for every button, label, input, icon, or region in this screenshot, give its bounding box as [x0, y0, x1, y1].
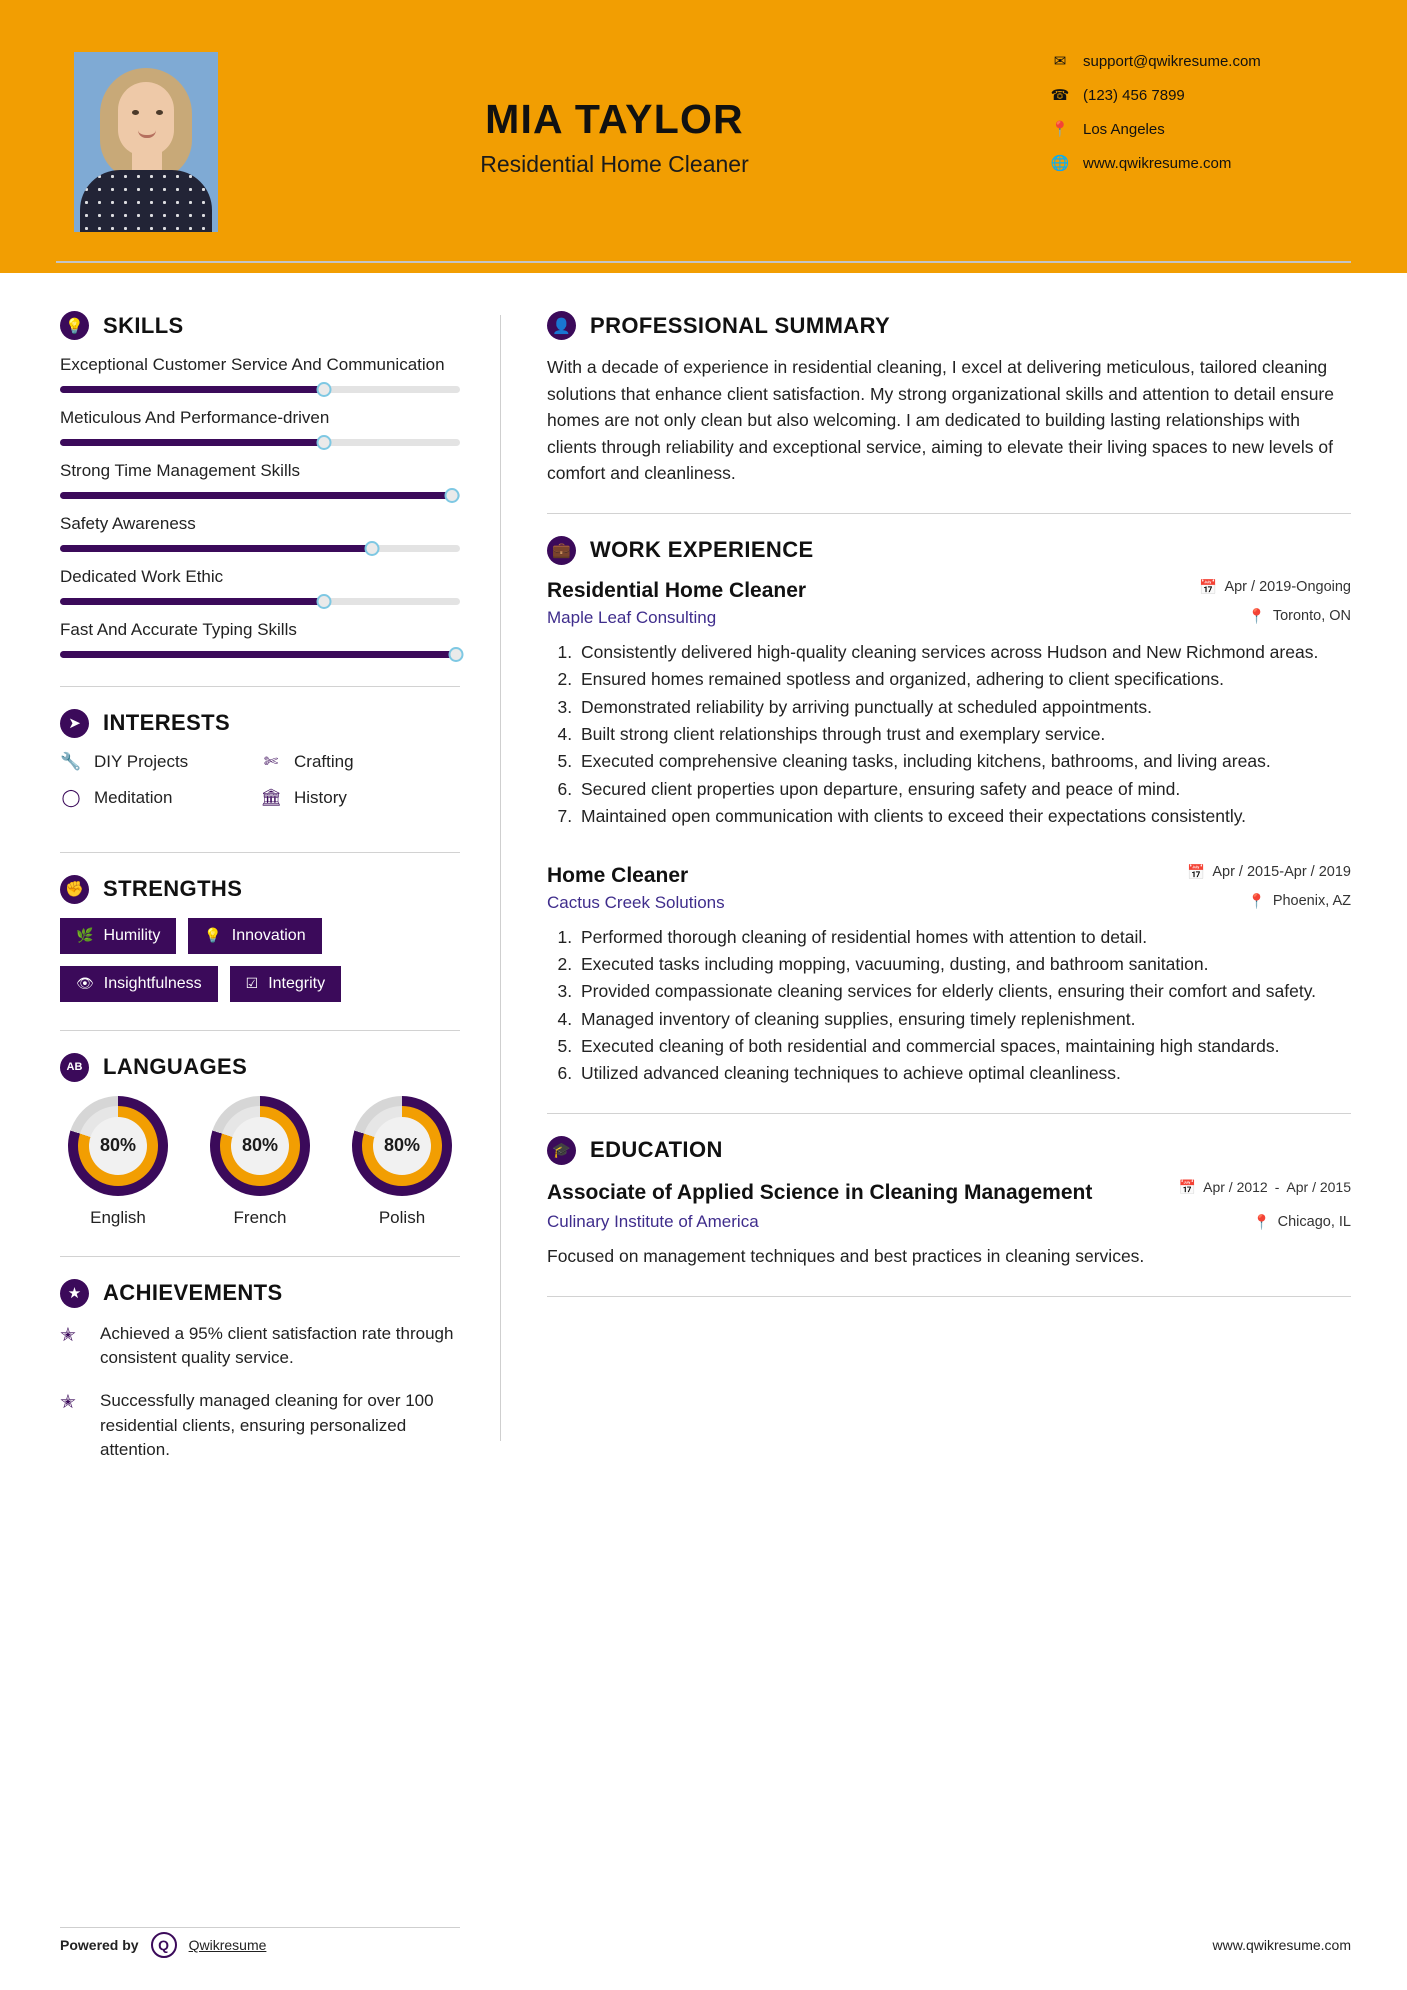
- qwikresume-logo-icon: Q: [151, 1932, 177, 1958]
- job-role: Home Cleaner: [547, 863, 689, 887]
- page-footer: [0, 1932, 1407, 1958]
- eye-icon: 👁: [76, 975, 94, 992]
- skill-label: Safety Awareness: [60, 513, 196, 533]
- footer-divider: [60, 1927, 460, 1928]
- achievement-text: Achieved a 95% client satisfaction rate through consistent quality service.: [100, 1323, 454, 1368]
- briefcase-icon: 💼: [547, 536, 576, 565]
- divider: [60, 686, 460, 687]
- contact-website-value: www.qwikresume.com: [1083, 154, 1232, 172]
- star-icon: ★: [60, 1279, 89, 1308]
- strength-label: Insightfulness: [103, 974, 202, 992]
- education-date: [1179, 1179, 1351, 1196]
- language-donut: [210, 1096, 310, 1196]
- section-title: INTERESTS: [103, 710, 231, 736]
- contact-phone[interactable]: [1051, 86, 1351, 104]
- skill-label: Fast And Accurate Typing Skills: [60, 619, 297, 639]
- education-date-start: Apr / 2012: [1203, 1178, 1268, 1195]
- list-item: [60, 788, 260, 808]
- skill-item: [60, 513, 460, 552]
- list-item: 2. Executed tasks including mopping, vacuuming, dusting, and bathroom sanitation.: [577, 952, 1351, 977]
- education-location-value: Chicago, IL: [1277, 1214, 1351, 1231]
- language-donut: [68, 1096, 168, 1196]
- strength-chip: [188, 918, 321, 954]
- section-title: PROFESSIONAL SUMMARY: [590, 312, 891, 338]
- skill-label: Exceptional Customer Service And Communication: [60, 355, 445, 374]
- powered-by-label: Powered by: [60, 1937, 139, 1953]
- education-degree: Associate of Applied Science in Cleaning Management: [547, 1180, 1093, 1204]
- skill-bar: [60, 439, 460, 446]
- skills-list: [60, 354, 460, 658]
- section-title: SKILLS: [103, 312, 184, 338]
- language-item: [60, 1096, 176, 1228]
- education-location: [1253, 1212, 1351, 1232]
- divider: [60, 1030, 460, 1031]
- divider: [60, 1256, 460, 1257]
- contact-location: [1051, 120, 1351, 138]
- map-pin-icon: 📍: [1050, 121, 1070, 138]
- interest-label: Crafting: [294, 751, 354, 771]
- contact-website[interactable]: [1051, 154, 1351, 172]
- sidebar: [0, 295, 500, 1481]
- main-content: [501, 295, 1407, 1481]
- header-divider: [56, 261, 1351, 263]
- section-title: LANGUAGES: [103, 1054, 248, 1080]
- contact-email[interactable]: [1051, 52, 1351, 70]
- wrench-icon: 🔧: [60, 751, 82, 771]
- list-item: 2. Ensured homes remained spotless and organized, adhering to client specifications.: [577, 667, 1351, 692]
- experience-item: [547, 579, 1351, 830]
- star-badge-icon: ✭: [60, 1324, 76, 1346]
- contact-location-value: Los Angeles: [1083, 120, 1165, 138]
- page-title: MIA TAYLOR: [485, 96, 744, 142]
- skill-item: [60, 407, 460, 446]
- skill-bar: [60, 386, 460, 393]
- divider: [547, 1113, 1351, 1114]
- envelope-icon: ✉: [1053, 53, 1067, 70]
- list-item: 7. Maintained open communication with clients to exceed their expectations consistently.: [577, 804, 1351, 829]
- list-item: 4. Built strong client relationships through trust and exemplary service.: [577, 722, 1351, 747]
- language-item: [344, 1096, 460, 1228]
- job-location: [1248, 608, 1351, 625]
- list-item: [260, 752, 460, 772]
- achievement-text: Successfully managed cleaning for over 100 residential clients, ensuring personalized attention.: [100, 1390, 434, 1460]
- section-achievements-header: [60, 1279, 460, 1308]
- globe-icon: 🌐: [1050, 155, 1070, 172]
- phone-icon: ☎: [1050, 87, 1070, 104]
- education-date-end: Apr / 2015: [1286, 1178, 1351, 1195]
- map-pin-icon: 📍: [1252, 1214, 1271, 1231]
- strength-label: Integrity: [268, 974, 326, 992]
- language-percent: 80%: [231, 1117, 289, 1175]
- language-percent: 80%: [373, 1117, 431, 1175]
- strength-chip: [230, 966, 341, 1002]
- list-item: 3. Provided compassionate cleaning services for elderly clients, ensuring their comfort and safety.: [577, 979, 1351, 1004]
- list-item: 6. Utilized advanced cleaning techniques to achieve optimal cleanliness.: [577, 1061, 1351, 1086]
- section-languages-header: [60, 1053, 460, 1082]
- skill-item: [60, 619, 460, 658]
- list-item: [60, 1322, 460, 1371]
- contact-phone-value: (123) 456 7899: [1083, 86, 1185, 104]
- section-title: ACHIEVEMENTS: [103, 1280, 283, 1306]
- fist-icon: ✊: [60, 875, 89, 904]
- skill-item: [60, 460, 460, 499]
- language-percent: 80%: [89, 1117, 147, 1175]
- graduation-cap-icon: 🎓: [547, 1136, 576, 1165]
- skill-item: [60, 354, 460, 393]
- job-location-value: Phoenix, AZ: [1272, 893, 1351, 910]
- language-icon: AB: [60, 1053, 89, 1082]
- job-date-value: Apr / 2015-Apr / 2019: [1212, 864, 1351, 881]
- list-item: 4. Managed inventory of cleaning supplies, ensuring timely replenishment.: [577, 1007, 1351, 1032]
- leaf-icon: 🌿: [76, 927, 94, 944]
- divider: [60, 852, 460, 853]
- language-item: [202, 1096, 318, 1228]
- list-item: [60, 752, 260, 772]
- skill-bar: [60, 598, 460, 605]
- job-company: Cactus Creek Solutions: [547, 892, 725, 912]
- skill-item: [60, 566, 460, 605]
- list-item: [260, 788, 460, 808]
- header-job-title: Residential Home Cleaner: [480, 151, 749, 177]
- calendar-icon: 📅: [1178, 1178, 1197, 1195]
- bulb-icon: 💡: [204, 927, 222, 944]
- section-summary-header: [547, 311, 1351, 340]
- section-title: WORK EXPERIENCE: [590, 537, 814, 563]
- section-title: STRENGTHS: [103, 876, 243, 902]
- name-block: [178, 52, 1051, 178]
- bank-icon: 🏛: [260, 787, 282, 807]
- divider: [547, 1296, 1351, 1297]
- list-item: 3. Demonstrated reliability by arriving punctually at scheduled appointments.: [577, 695, 1351, 720]
- contact-email-value: support@qwikresume.com: [1083, 52, 1261, 70]
- section-title: EDUCATION: [590, 1137, 723, 1163]
- check-square-icon: ☑: [245, 975, 259, 992]
- bulb-icon: 💡: [60, 311, 89, 340]
- map-pin-icon: 📍: [1247, 608, 1266, 625]
- scissors-icon: ✄: [263, 751, 279, 771]
- list-item: 5. Executed comprehensive cleaning tasks, including kitchens, bathrooms, and living areas.: [577, 749, 1351, 774]
- skill-label: Dedicated Work Ethic: [60, 566, 224, 586]
- job-date-value: Apr / 2019-Ongoing: [1224, 579, 1351, 596]
- strength-chip: [60, 966, 218, 1002]
- strength-label: Innovation: [231, 926, 306, 944]
- strengths-list: [60, 918, 460, 1002]
- section-experience-header: [547, 536, 1351, 565]
- achievements-list: [60, 1322, 460, 1463]
- strength-label: Humility: [103, 926, 161, 944]
- section-strengths-header: [60, 875, 460, 904]
- language-name: French: [233, 1207, 287, 1227]
- job-location: [1248, 893, 1351, 910]
- list-item: 1. Performed thorough cleaning of residential homes with attention to detail.: [577, 925, 1351, 950]
- languages-list: [60, 1096, 460, 1228]
- footer-website[interactable]: www.qwikresume.com: [1212, 1937, 1351, 1953]
- contact-list: [1051, 52, 1351, 188]
- map-pin-icon: 📍: [1247, 893, 1266, 910]
- job-date: [1187, 864, 1351, 881]
- job-role: Residential Home Cleaner: [547, 578, 807, 602]
- skill-bar: [60, 492, 460, 499]
- list-item: 5. Executed cleaning of both residential and commercial spaces, maintaining high standards.: [577, 1034, 1351, 1059]
- language-donut: [352, 1096, 452, 1196]
- list-item: [60, 1389, 460, 1463]
- calendar-icon: 📅: [1199, 579, 1218, 596]
- education-item: [547, 1179, 1351, 1270]
- paper-plane-icon: ➤: [60, 709, 89, 738]
- divider: [547, 513, 1351, 514]
- summary-text: With a decade of experience in residential cleaning, I excel at delivering meticulous, tailored cleaning solutions that enhance client satisfaction. My strong organizational skills and attention to detail ensure homes are not only clean but also welcoming. I am dedicated to building lasting relationships with clients through reliability and exceptional service, aiming to elevate their living spaces to new levels of comfort and cleanliness.: [547, 357, 1334, 484]
- star-badge-icon: ✭: [60, 1391, 76, 1413]
- language-name: Polish: [378, 1207, 426, 1227]
- interests-list: [60, 752, 460, 824]
- avatar: [74, 52, 218, 232]
- skill-bar: [60, 545, 460, 552]
- section-skills-header: [60, 311, 460, 340]
- job-company: Maple Leaf Consulting: [547, 607, 717, 627]
- calendar-icon: 📅: [1187, 864, 1206, 881]
- interest-label: History: [294, 787, 347, 807]
- job-bullets: [577, 925, 1351, 1087]
- section-interests-header: [60, 709, 460, 738]
- job-location-value: Toronto, ON: [1272, 608, 1351, 625]
- date-range-dash: -: [1274, 1179, 1280, 1196]
- education-school: Culinary Institute of America: [547, 1212, 759, 1232]
- list-item: 1. Consistently delivered high-quality cleaning services across Hudson and New Richmond areas.: [577, 640, 1351, 665]
- circle-icon: ◯: [61, 787, 81, 807]
- skill-bar: [60, 651, 460, 658]
- interest-label: DIY Projects: [94, 751, 189, 771]
- brand-link[interactable]: Qwikresume: [188, 1937, 267, 1953]
- skill-label: Meticulous And Performance-driven: [60, 407, 330, 427]
- job-bullets: [577, 640, 1351, 830]
- list-item: 6. Secured client properties upon departure, ensuring safety and peace of mind.: [577, 777, 1351, 802]
- resume-header: [0, 0, 1407, 273]
- skill-label: Strong Time Management Skills: [60, 460, 300, 480]
- strength-chip: [60, 918, 176, 954]
- job-date: [1199, 579, 1351, 596]
- user-icon: 👤: [547, 311, 576, 340]
- language-name: English: [90, 1207, 146, 1227]
- experience-item: [547, 864, 1351, 1087]
- interest-label: Meditation: [94, 787, 173, 807]
- education-description: Focused on management techniques and best practices in cleaning services.: [547, 1246, 1145, 1267]
- section-education-header: [547, 1136, 1351, 1165]
